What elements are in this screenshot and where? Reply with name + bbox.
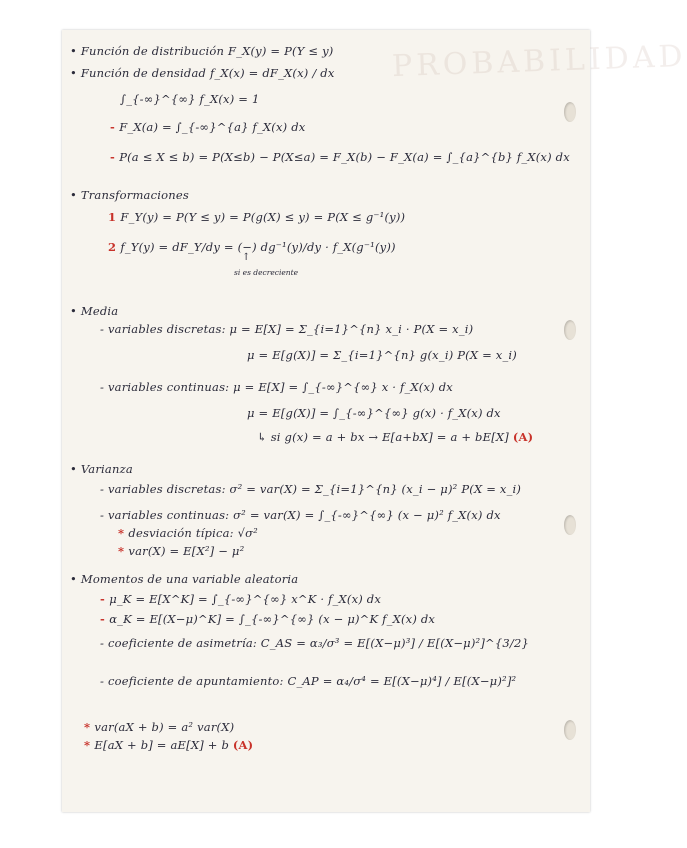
- note-line: * E[aX + b] = aE[X] + b (A): [84, 738, 254, 752]
- section-heading: • Momentos de una variable aleatoria: [70, 572, 299, 586]
- page-watermark: PROBABILIDAD: [391, 38, 687, 85]
- note-line: - variables continuas: σ² = var(X) = ∫_{-∞}^{∞} (x − μ)² f_X(x) dx: [100, 508, 501, 522]
- annotation: si es decreciente: [234, 268, 299, 277]
- red-tag: (A): [512, 430, 534, 444]
- note-line: - P(a ≤ X ≤ b) = P(X≤b) − P(X≤a) = F_X(b) − F_X(a) = ∫_{a}^{b} f_X(x) dx: [110, 150, 570, 164]
- note-line: - α_K = E[(X−μ)^K] = ∫_{-∞}^{∞} (x − μ)^K f_X(x) dx: [100, 612, 436, 626]
- bullet-star: *: [118, 526, 129, 540]
- note-line: ∫_{-∞}^{∞} f_X(x) = 1: [120, 92, 260, 106]
- note-line: ↳ si g(x) = a + bx → E[a+bX] = a + bE[X] (A): [257, 430, 534, 444]
- note-line: • Función de distribución F_X(y) = P(Y ≤ y): [70, 44, 334, 58]
- notebook-page: [62, 30, 687, 812]
- note-line: - variables discretas: σ² = var(X) = Σ_{i=1}^{n} (x_i − μ)² P(X = x_i): [100, 482, 522, 496]
- red-marker: -: [100, 612, 110, 626]
- note-line: 2 f_Y(y) = dF_Y/dy = (−) dg⁻¹(y)/dy · f_X(g⁻¹(y)): [108, 240, 396, 254]
- red-marker: -: [100, 592, 110, 606]
- step-number: 1: [108, 210, 121, 224]
- note-line: - coeficiente de apuntamiento: C_AP = α₄/σ⁴ = E[(X−μ)⁴] / E[(X−μ)²]²: [100, 674, 517, 688]
- note-line: - F_X(a) = ∫_{-∞}^{a} f_X(x) dx: [110, 120, 306, 134]
- note-line: - μ_K = E[X^K] = ∫_{-∞}^{∞} x^K · f_X(x) dx: [100, 592, 382, 606]
- note-line: μ = E[g(X)] = Σ_{i=1}^{n} g(x_i) P(X = x_i): [247, 348, 517, 362]
- note-line: • Función de densidad f_X(x) = dF_X(x) / dx: [70, 66, 335, 80]
- note-line: μ = E[g(X)] = ∫_{-∞}^{∞} g(x) · f_X(x) dx: [247, 406, 501, 420]
- binder-hole: [564, 102, 576, 122]
- bullet-star: *: [84, 720, 95, 734]
- note-line: * desviación típica: √σ²: [118, 526, 258, 540]
- red-marker: -: [110, 150, 120, 164]
- note-line: - variables discretas: μ = E[X] = Σ_{i=1}^{n} x_i · P(X = x_i): [100, 322, 474, 336]
- note-line: * var(aX + b) = a² var(X): [84, 720, 235, 734]
- bullet-star: *: [118, 544, 129, 558]
- section-heading: • Transformaciones: [70, 188, 189, 202]
- red-tag: (A): [232, 738, 254, 752]
- up-arrow-icon: ↑: [242, 252, 251, 263]
- red-marker: -: [110, 120, 120, 134]
- note-line: - coeficiente de asimetría: C_AS = α₃/σ³ = E[(X−μ)³] / E[(X−μ)²]^{3/2}: [100, 636, 530, 650]
- section-heading: • Varianza: [70, 462, 133, 476]
- note-line: 1 F_Y(y) = P(Y ≤ y) = P(g(X) ≤ y) = P(X ≤ g⁻¹(y)): [108, 210, 406, 224]
- section-heading: • Media: [70, 304, 119, 318]
- binder-hole: [564, 720, 576, 740]
- binder-hole: [564, 515, 576, 535]
- note-line: * var(X) = E[X²] − μ²: [118, 544, 245, 558]
- bullet-star: *: [84, 738, 95, 752]
- binder-hole: [564, 320, 576, 340]
- step-number: 2: [108, 240, 121, 254]
- note-line: - variables continuas: μ = E[X] = ∫_{-∞}^{∞} x · f_X(x) dx: [100, 380, 453, 394]
